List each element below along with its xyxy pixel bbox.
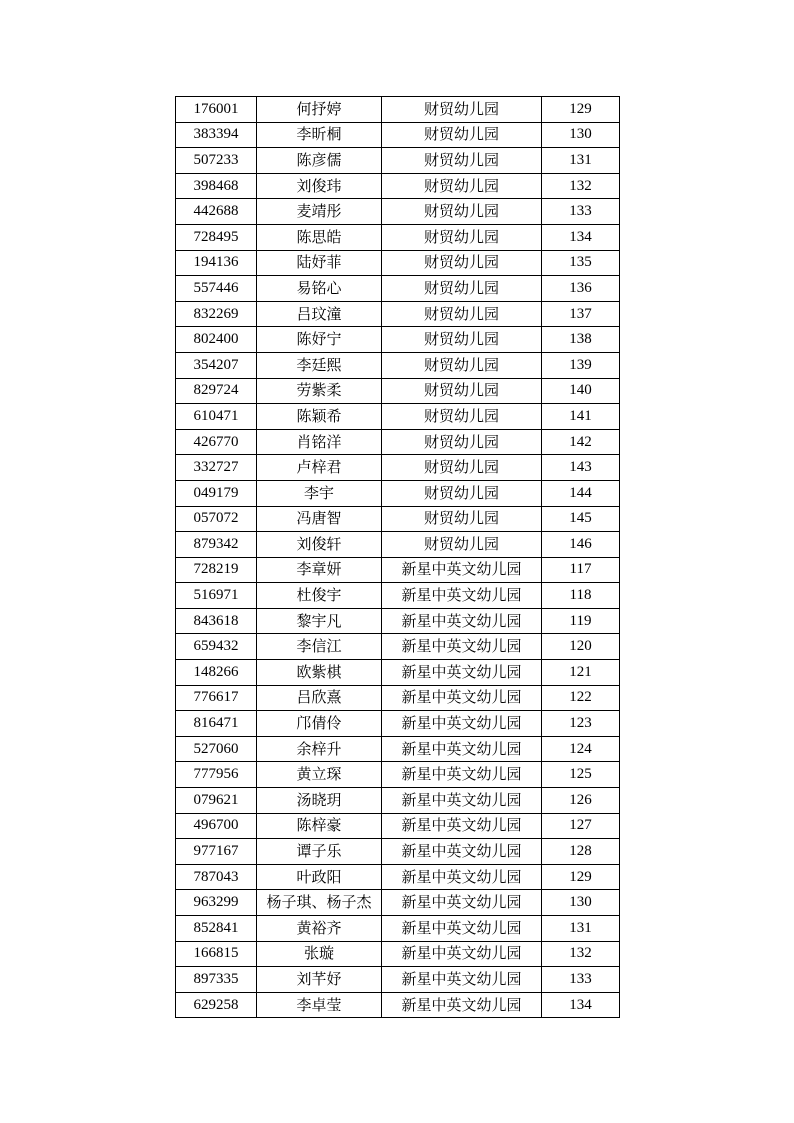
sequence-number-cell: 126 [542, 788, 620, 814]
registration-id-cell: 610471 [176, 404, 257, 430]
table-row [176, 122, 620, 148]
registration-id-cell: 354207 [176, 352, 257, 378]
table-row [176, 736, 620, 762]
registration-id-cell: 843618 [176, 608, 257, 634]
kindergarten-cell: 财贸幼儿园 [382, 97, 542, 123]
table-row [176, 916, 620, 942]
kindergarten-cell: 财贸幼儿园 [382, 378, 542, 404]
sequence-number-cell: 141 [542, 404, 620, 430]
table-row [176, 634, 620, 660]
child-name-cell: 余梓升 [257, 736, 382, 762]
sequence-number-cell: 118 [542, 583, 620, 609]
kindergarten-cell: 财贸幼儿园 [382, 199, 542, 225]
table-row [176, 941, 620, 967]
child-name-cell: 刘俊轩 [257, 532, 382, 558]
child-name-cell: 陈颖希 [257, 404, 382, 430]
kindergarten-cell: 新星中英文幼儿园 [382, 813, 542, 839]
table-row [176, 429, 620, 455]
sequence-number-cell: 145 [542, 506, 620, 532]
kindergarten-cell: 财贸幼儿园 [382, 327, 542, 353]
child-name-cell: 黄立琛 [257, 762, 382, 788]
registration-id-cell: 629258 [176, 992, 257, 1018]
child-name-cell: 李廷熙 [257, 352, 382, 378]
sequence-number-cell: 124 [542, 736, 620, 762]
kindergarten-cell: 财贸幼儿园 [382, 480, 542, 506]
table-row [176, 250, 620, 276]
registration-id-cell: 879342 [176, 532, 257, 558]
registration-id-cell: 516971 [176, 583, 257, 609]
child-name-cell: 冯唐智 [257, 506, 382, 532]
sequence-number-cell: 128 [542, 839, 620, 865]
sequence-number-cell: 132 [542, 941, 620, 967]
table-row [176, 711, 620, 737]
registration-id-cell: 442688 [176, 199, 257, 225]
child-name-cell: 卢梓君 [257, 455, 382, 481]
kindergarten-cell: 新星中英文幼儿园 [382, 762, 542, 788]
kindergarten-cell: 新星中英文幼儿园 [382, 890, 542, 916]
sequence-number-cell: 136 [542, 276, 620, 302]
table-row [176, 967, 620, 993]
kindergarten-cell: 新星中英文幼儿园 [382, 685, 542, 711]
kindergarten-cell: 财贸幼儿园 [382, 352, 542, 378]
child-name-cell: 黄裕齐 [257, 916, 382, 942]
kindergarten-cell: 财贸幼儿园 [382, 404, 542, 430]
registration-id-cell: 728219 [176, 557, 257, 583]
child-name-cell: 陈彦儒 [257, 148, 382, 174]
child-name-cell: 何抒婷 [257, 97, 382, 123]
sequence-number-cell: 131 [542, 148, 620, 174]
kindergarten-cell: 新星中英文幼儿园 [382, 608, 542, 634]
kindergarten-cell: 财贸幼儿园 [382, 532, 542, 558]
table-row [176, 480, 620, 506]
kindergarten-cell: 财贸幼儿园 [382, 224, 542, 250]
kindergarten-cell: 财贸幼儿园 [382, 429, 542, 455]
sequence-number-cell: 137 [542, 301, 620, 327]
child-name-cell: 李章妍 [257, 557, 382, 583]
registration-id-cell: 057072 [176, 506, 257, 532]
sequence-number-cell: 146 [542, 532, 620, 558]
registration-id-cell: 332727 [176, 455, 257, 481]
registration-id-cell: 194136 [176, 250, 257, 276]
child-name-cell: 麦靖彤 [257, 199, 382, 225]
sequence-number-cell: 138 [542, 327, 620, 353]
table-row [176, 890, 620, 916]
registration-id-cell: 776617 [176, 685, 257, 711]
child-name-cell: 陆妤菲 [257, 250, 382, 276]
table-row [176, 608, 620, 634]
sequence-number-cell: 135 [542, 250, 620, 276]
sequence-number-cell: 129 [542, 97, 620, 123]
table-row [176, 839, 620, 865]
registration-id-cell: 852841 [176, 916, 257, 942]
sequence-number-cell: 131 [542, 916, 620, 942]
table-row [176, 97, 620, 123]
table-row [176, 224, 620, 250]
sequence-number-cell: 143 [542, 455, 620, 481]
sequence-number-cell: 121 [542, 660, 620, 686]
child-name-cell: 李信江 [257, 634, 382, 660]
child-name-cell: 杨子琪、杨子杰 [257, 890, 382, 916]
table-row [176, 992, 620, 1018]
sequence-number-cell: 144 [542, 480, 620, 506]
table-row [176, 148, 620, 174]
child-name-cell: 汤晓玥 [257, 788, 382, 814]
registration-id-cell: 829724 [176, 378, 257, 404]
child-name-cell: 肖铭洋 [257, 429, 382, 455]
sequence-number-cell: 132 [542, 173, 620, 199]
child-name-cell: 刘芊妤 [257, 967, 382, 993]
kindergarten-cell: 新星中英文幼儿园 [382, 583, 542, 609]
registration-id-cell: 166815 [176, 941, 257, 967]
kindergarten-cell: 新星中英文幼儿园 [382, 711, 542, 737]
child-name-cell: 劳紫柔 [257, 378, 382, 404]
kindergarten-cell: 新星中英文幼儿园 [382, 992, 542, 1018]
sequence-number-cell: 139 [542, 352, 620, 378]
table-row [176, 864, 620, 890]
table-row [176, 404, 620, 430]
kindergarten-cell: 新星中英文幼儿园 [382, 864, 542, 890]
table-row [176, 378, 620, 404]
kindergarten-cell: 新星中英文幼儿园 [382, 634, 542, 660]
kindergarten-cell: 财贸幼儿园 [382, 455, 542, 481]
child-name-cell: 陈梓豪 [257, 813, 382, 839]
child-name-cell: 谭子乐 [257, 839, 382, 865]
registration-id-cell: 897335 [176, 967, 257, 993]
sequence-number-cell: 127 [542, 813, 620, 839]
registration-id-cell: 049179 [176, 480, 257, 506]
registration-id-cell: 079621 [176, 788, 257, 814]
child-name-cell: 李宇 [257, 480, 382, 506]
registration-id-cell: 659432 [176, 634, 257, 660]
kindergarten-cell: 财贸幼儿园 [382, 276, 542, 302]
kindergarten-cell: 财贸幼儿园 [382, 122, 542, 148]
child-name-cell: 邝倩伶 [257, 711, 382, 737]
kindergarten-cell: 新星中英文幼儿园 [382, 557, 542, 583]
registration-id-cell: 963299 [176, 890, 257, 916]
child-name-cell: 刘俊玮 [257, 173, 382, 199]
kindergarten-cell: 新星中英文幼儿园 [382, 660, 542, 686]
registration-id-cell: 832269 [176, 301, 257, 327]
sequence-number-cell: 134 [542, 992, 620, 1018]
child-name-cell: 欧紫棋 [257, 660, 382, 686]
registration-id-cell: 527060 [176, 736, 257, 762]
kindergarten-cell: 新星中英文幼儿园 [382, 916, 542, 942]
registration-id-cell: 148266 [176, 660, 257, 686]
sequence-number-cell: 122 [542, 685, 620, 711]
table-row [176, 557, 620, 583]
table-row [176, 583, 620, 609]
kindergarten-cell: 财贸幼儿园 [382, 173, 542, 199]
registration-id-cell: 176001 [176, 97, 257, 123]
registration-id-cell: 507233 [176, 148, 257, 174]
sequence-number-cell: 140 [542, 378, 620, 404]
table-row [176, 199, 620, 225]
kindergarten-cell: 新星中英文幼儿园 [382, 736, 542, 762]
table-row [176, 276, 620, 302]
child-name-cell: 易铭心 [257, 276, 382, 302]
child-name-cell: 李昕桐 [257, 122, 382, 148]
sequence-number-cell: 123 [542, 711, 620, 737]
kindergarten-cell: 新星中英文幼儿园 [382, 839, 542, 865]
registration-id-cell: 496700 [176, 813, 257, 839]
kindergarten-cell: 新星中英文幼儿园 [382, 967, 542, 993]
kindergarten-cell: 财贸幼儿园 [382, 301, 542, 327]
child-name-cell: 陈思皓 [257, 224, 382, 250]
sequence-number-cell: 119 [542, 608, 620, 634]
sequence-number-cell: 133 [542, 967, 620, 993]
registration-id-cell: 816471 [176, 711, 257, 737]
child-name-cell: 张璇 [257, 941, 382, 967]
table-row [176, 301, 620, 327]
registration-id-cell: 557446 [176, 276, 257, 302]
child-name-cell: 吕欣熹 [257, 685, 382, 711]
registration-id-cell: 977167 [176, 839, 257, 865]
table-row [176, 685, 620, 711]
child-name-cell: 叶政阳 [257, 864, 382, 890]
sequence-number-cell: 125 [542, 762, 620, 788]
kindergarten-cell: 新星中英文幼儿园 [382, 941, 542, 967]
table-row [176, 173, 620, 199]
sequence-number-cell: 130 [542, 890, 620, 916]
roster-table [175, 96, 620, 1018]
registration-id-cell: 398468 [176, 173, 257, 199]
registration-id-cell: 383394 [176, 122, 257, 148]
sequence-number-cell: 142 [542, 429, 620, 455]
table-row [176, 455, 620, 481]
table-row [176, 532, 620, 558]
registration-id-cell: 777956 [176, 762, 257, 788]
kindergarten-cell: 财贸幼儿园 [382, 148, 542, 174]
sequence-number-cell: 120 [542, 634, 620, 660]
sequence-number-cell: 129 [542, 864, 620, 890]
registration-id-cell: 426770 [176, 429, 257, 455]
table-row [176, 788, 620, 814]
child-name-cell: 李卓莹 [257, 992, 382, 1018]
table-row [176, 813, 620, 839]
child-name-cell: 吕玟潼 [257, 301, 382, 327]
registration-id-cell: 787043 [176, 864, 257, 890]
child-name-cell: 杜俊宇 [257, 583, 382, 609]
table-row [176, 327, 620, 353]
kindergarten-cell: 新星中英文幼儿园 [382, 788, 542, 814]
sequence-number-cell: 130 [542, 122, 620, 148]
kindergarten-cell: 财贸幼儿园 [382, 250, 542, 276]
roster-table-body [176, 97, 620, 1018]
table-row [176, 762, 620, 788]
child-name-cell: 黎宇凡 [257, 608, 382, 634]
sequence-number-cell: 117 [542, 557, 620, 583]
registration-id-cell: 728495 [176, 224, 257, 250]
sequence-number-cell: 133 [542, 199, 620, 225]
table-row [176, 506, 620, 532]
table-row [176, 352, 620, 378]
sequence-number-cell: 134 [542, 224, 620, 250]
table-row [176, 660, 620, 686]
child-name-cell: 陈妤宁 [257, 327, 382, 353]
registration-id-cell: 802400 [176, 327, 257, 353]
kindergarten-cell: 财贸幼儿园 [382, 506, 542, 532]
